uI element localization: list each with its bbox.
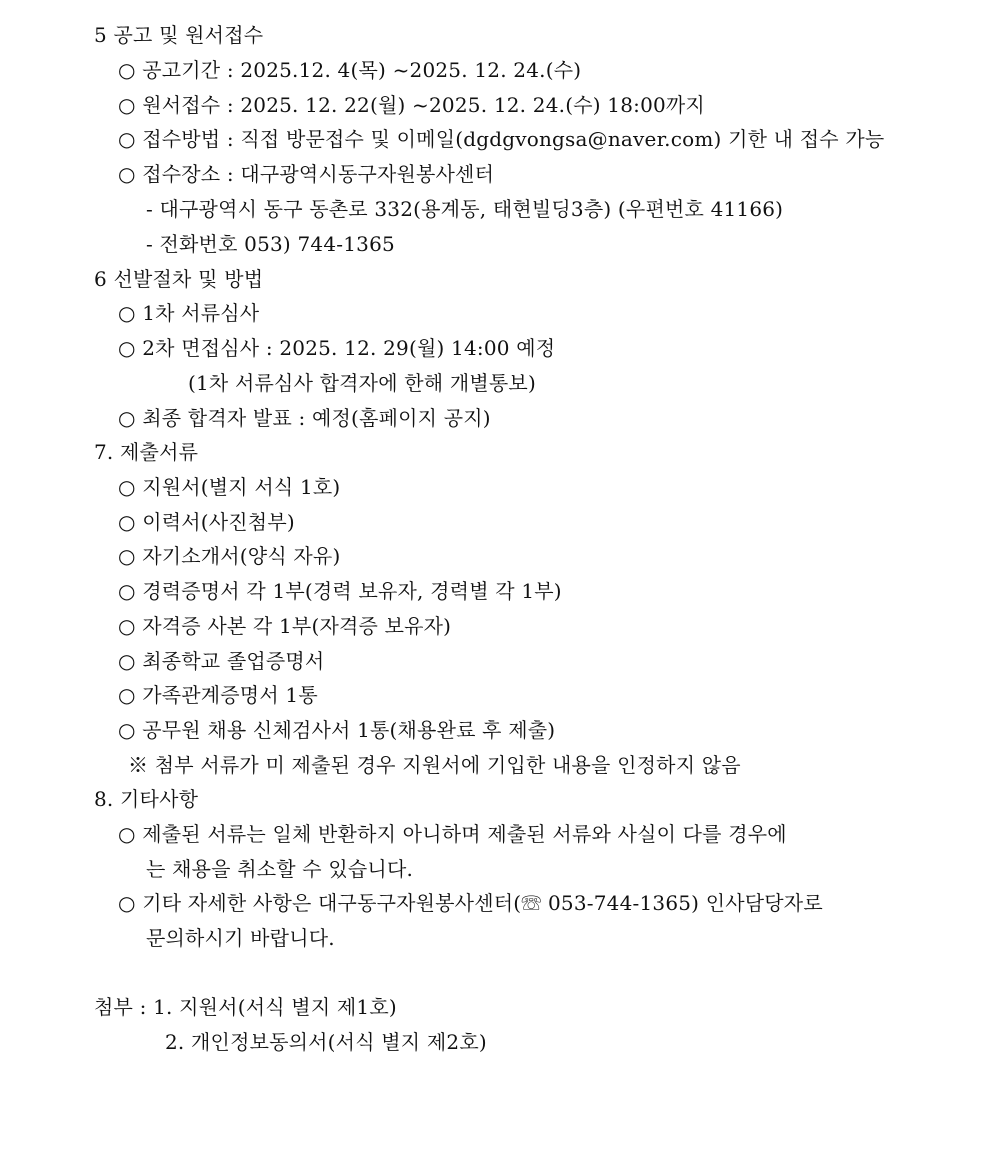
- list-item: ○ 자기소개서(양식 자유): [118, 544, 341, 568]
- list-item: ○ 원서접수 : 2025. 12. 22(월) ~2025. 12. 24.(수) 18:00까지: [118, 93, 705, 117]
- list-item-continuation: (1차 서류심사 합격자에 한해 개별통보): [188, 371, 536, 395]
- list-item-continuation: 문의하시기 바랍니다.: [146, 926, 335, 950]
- list-item: ○ 접수방법 : 직접 방문접수 및 이메일(dgdgvongsa@naver.com) 기한 내 접수 가능: [118, 127, 885, 151]
- list-item: ○ 접수장소 : 대구광역시동구자원봉사센터: [118, 162, 495, 186]
- list-item: ○ 최종학교 졸업증명서: [118, 649, 325, 673]
- list-item: ○ 자격증 사본 각 1부(자격증 보유자): [118, 614, 452, 638]
- section-7-heading: 7. 제출서류: [94, 440, 199, 464]
- attachment-line-2: 2. 개인정보동의서(서식 별지 제2호): [165, 1030, 487, 1054]
- list-item: ○ 공고기간 : 2025.12. 4(목) ~2025. 12. 24.(수): [118, 58, 582, 82]
- list-item: ○ 가족관계증명서 1통: [118, 683, 318, 707]
- attachment-line-1: 첨부 : 1. 지원서(서식 별지 제1호): [94, 995, 397, 1019]
- list-item: ○ 지원서(별지 서식 1호): [118, 475, 341, 499]
- list-item: ○ 공무원 채용 신체검사서 1통(채용완료 후 제출): [118, 718, 556, 742]
- list-item: ○ 이력서(사진첨부): [118, 510, 295, 534]
- list-item: ○ 2차 면접심사 : 2025. 12. 29(월) 14:00 예정: [118, 336, 556, 360]
- list-item-continuation: 는 채용을 취소할 수 있습니다.: [146, 857, 414, 881]
- section-5-heading: 5 공고 및 원서접수: [94, 23, 264, 47]
- list-item: ○ 최종 합격자 발표 : 예정(홈페이지 공지): [118, 406, 491, 430]
- list-item: ○ 경력증명서 각 1부(경력 보유자, 경력별 각 1부): [118, 579, 562, 603]
- list-subitem: - 전화번호 053) 744-1365: [146, 232, 395, 256]
- section-6-heading: 6 선발절차 및 방법: [94, 267, 264, 291]
- note: ※ 첨부 서류가 미 제출된 경우 지원서에 기입한 내용을 인정하지 않음: [128, 753, 741, 777]
- list-item: ○ 1차 서류심사: [118, 301, 260, 325]
- list-subitem: - 대구광역시 동구 동촌로 332(용계동, 태현빌딩3층) (우편번호 41166): [146, 197, 784, 221]
- list-item: ○ 제출된 서류는 일체 반환하지 아니하며 제출된 서류와 사실이 다를 경우에: [118, 822, 787, 846]
- list-item: ○ 기타 자세한 사항은 대구동구자원봉사센터(☏ 053-744-1365) 인사담당자로: [118, 891, 823, 915]
- section-8-heading: 8. 기타사항: [94, 787, 199, 811]
